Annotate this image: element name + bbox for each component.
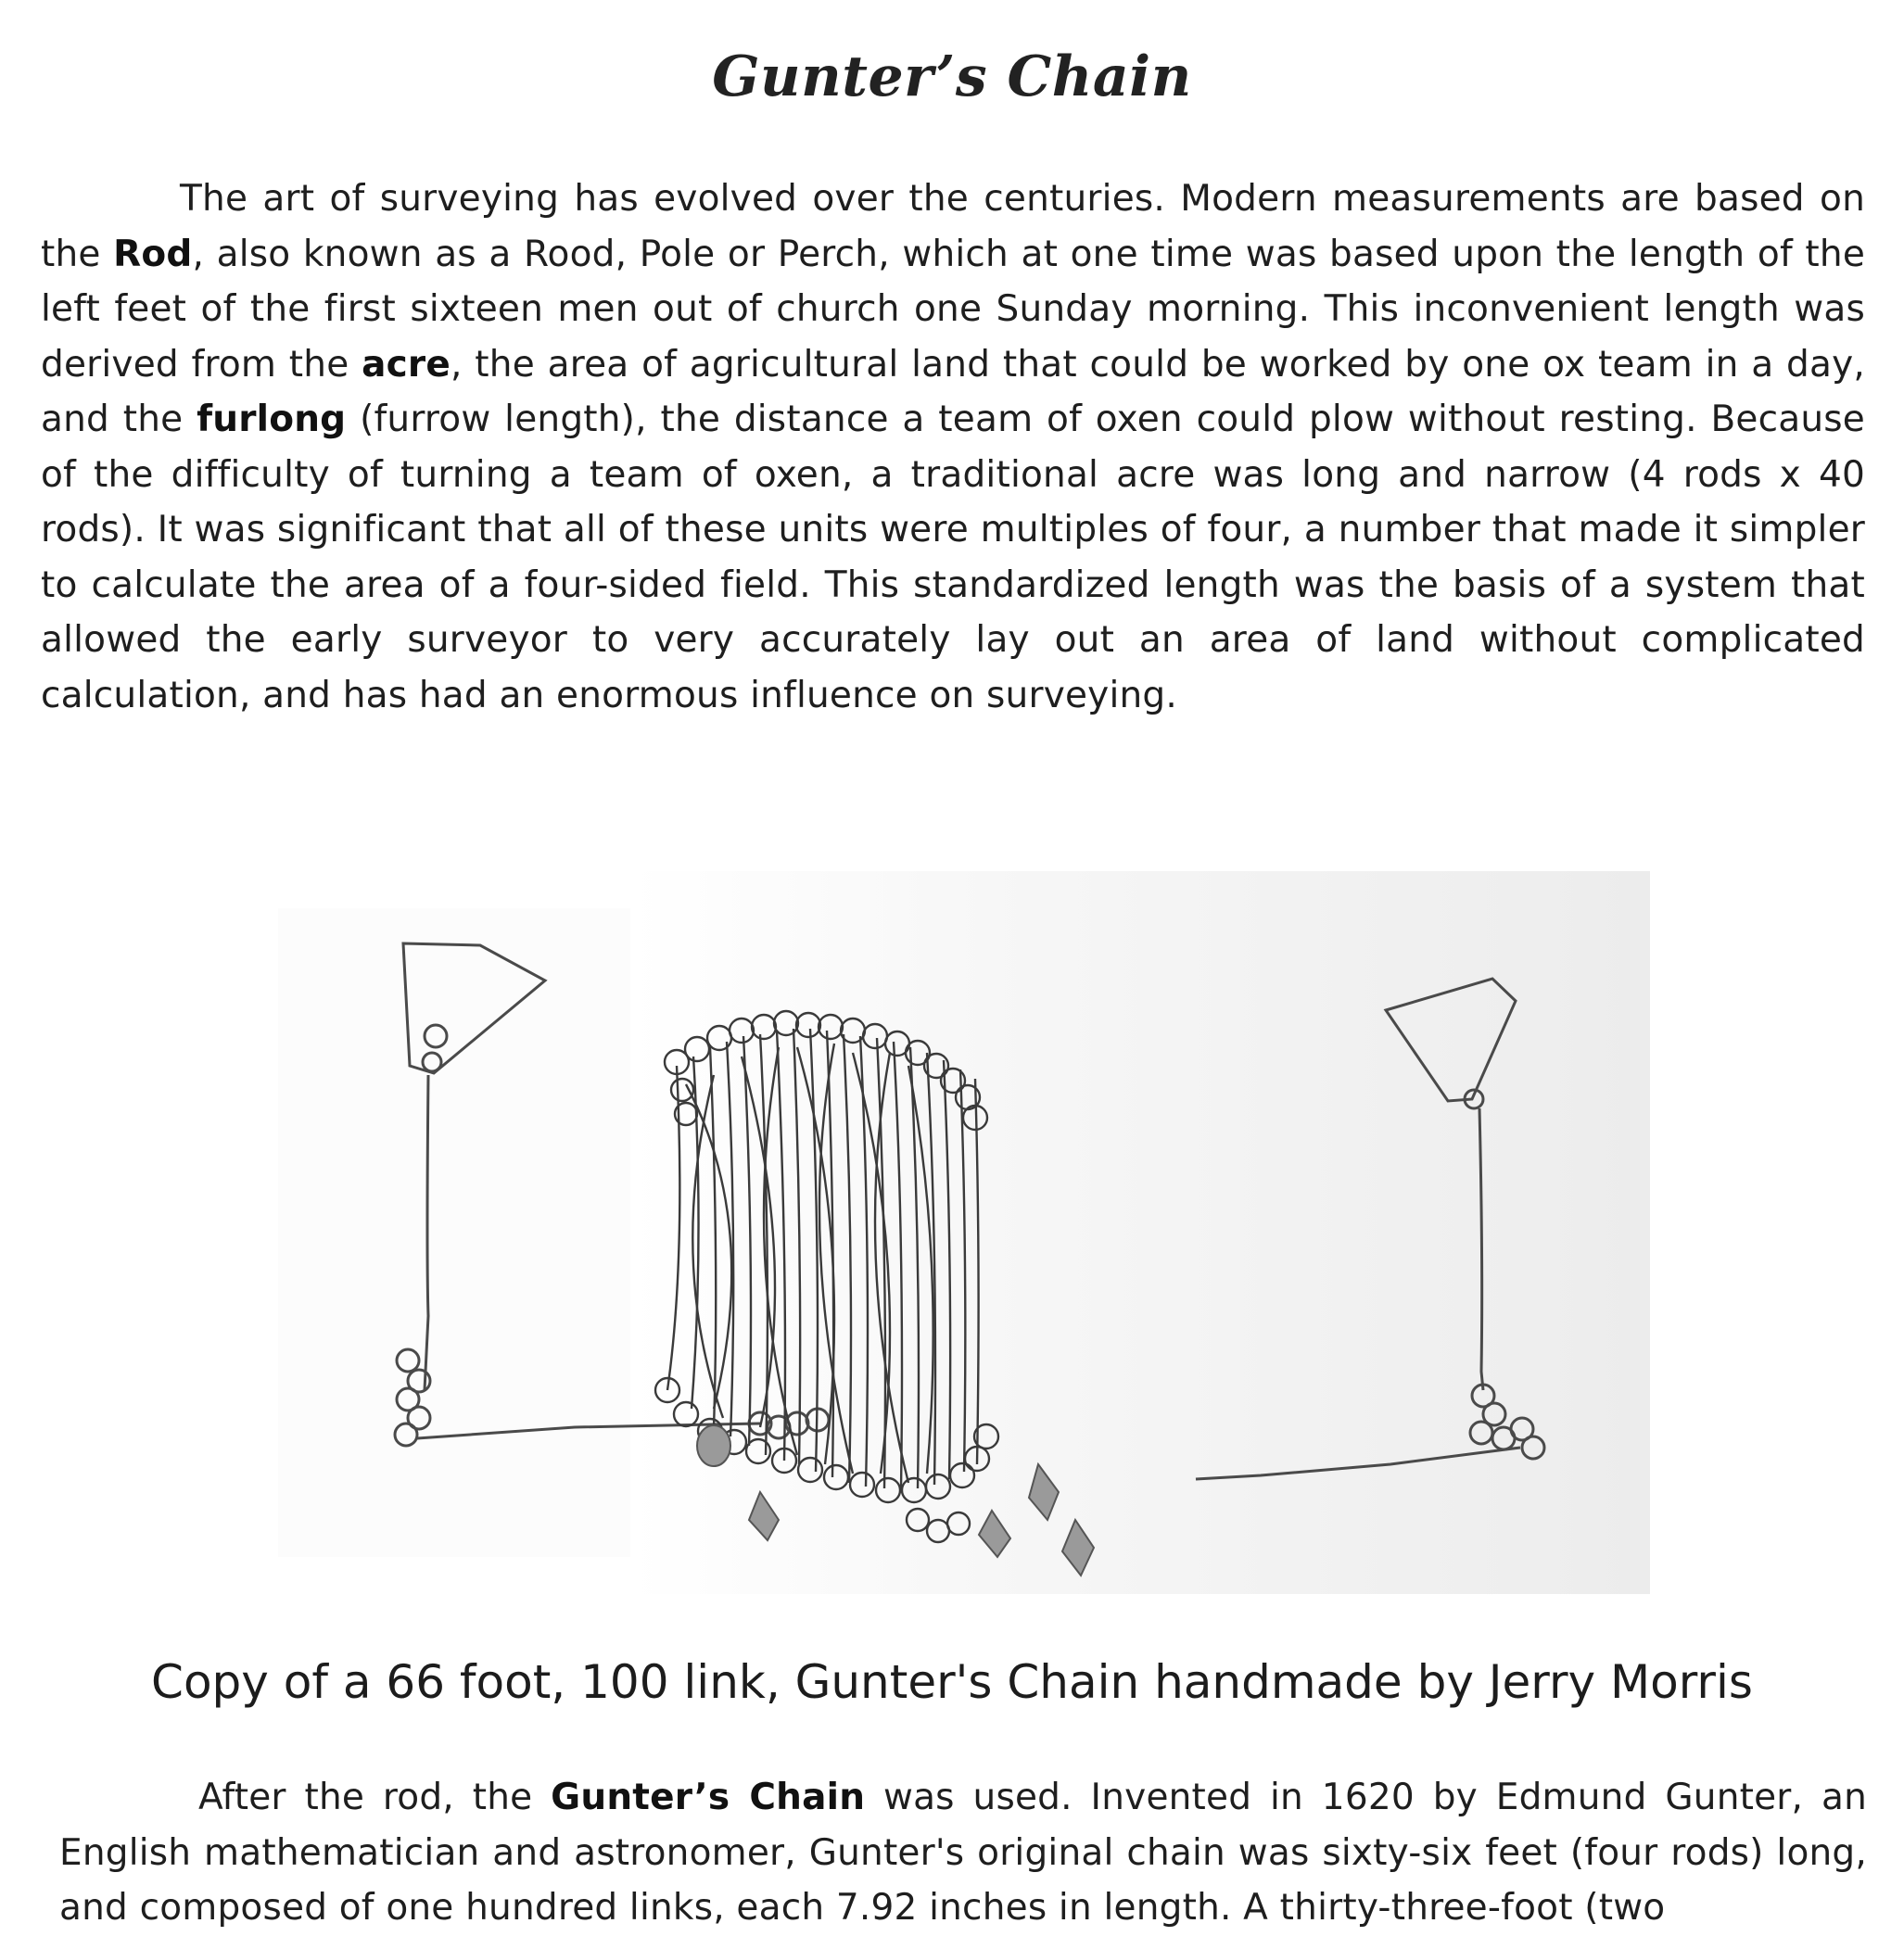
intro-text-3: , the area of agricultural land that could be worked by one ox team in a day, and the (41, 343, 1865, 440)
term-acre: acre (362, 343, 451, 386)
figure-caption: Copy of a 66 foot, 100 link, Gunter's Chain handmade by Jerry Morris (151, 1655, 1753, 1709)
term-gunters-chain: Gunter’s Chain (551, 1777, 866, 1818)
chain-text-1: After the rod, the (198, 1777, 552, 1818)
term-rod: Rod (113, 233, 193, 275)
page-title: Gunter’s Chain (712, 44, 1192, 109)
gunters-chain-photo (278, 871, 1650, 1613)
chain-paragraph (59, 1770, 1867, 1936)
intro-text-4: (furrow length), the distance a team of oxen could plow without resting. Because of the difficulty of turning a team of oxen, a traditional acre was long and narrow (4 rods x 40 rods). It was significant that all of these units were multiples of four, a number that made it simpler to calculate the area of a four-sided field. This standardized length was the basis of a system that allowed the early surveyor to very accurately lay out an area of land without complicated calculation, and has had an enormous influence on surveying. (41, 399, 1865, 716)
term-furlong: furlong (197, 399, 347, 440)
intro-paragraph (41, 171, 1865, 723)
chain-text-2: was used. Invented in 1620 by Edmund Gunter, an English mathematician and astronomer, Gunter's original chain was sixty-six feet (four rods) long, and composed of one hundred links, each 7.92 inches in length. A thirty-three-foot (two (59, 1777, 1867, 1929)
intro-text-1: The art of surveying has evolved over the centuries. Modern measurements are based on the (41, 178, 1865, 275)
intro-text-2: , also known as a Rood, Pole or Perch, which at one time was based upon the length of the left feet of the first sixteen men out of church one Sunday morning. This inconvenient length was derived from the (41, 233, 1866, 386)
